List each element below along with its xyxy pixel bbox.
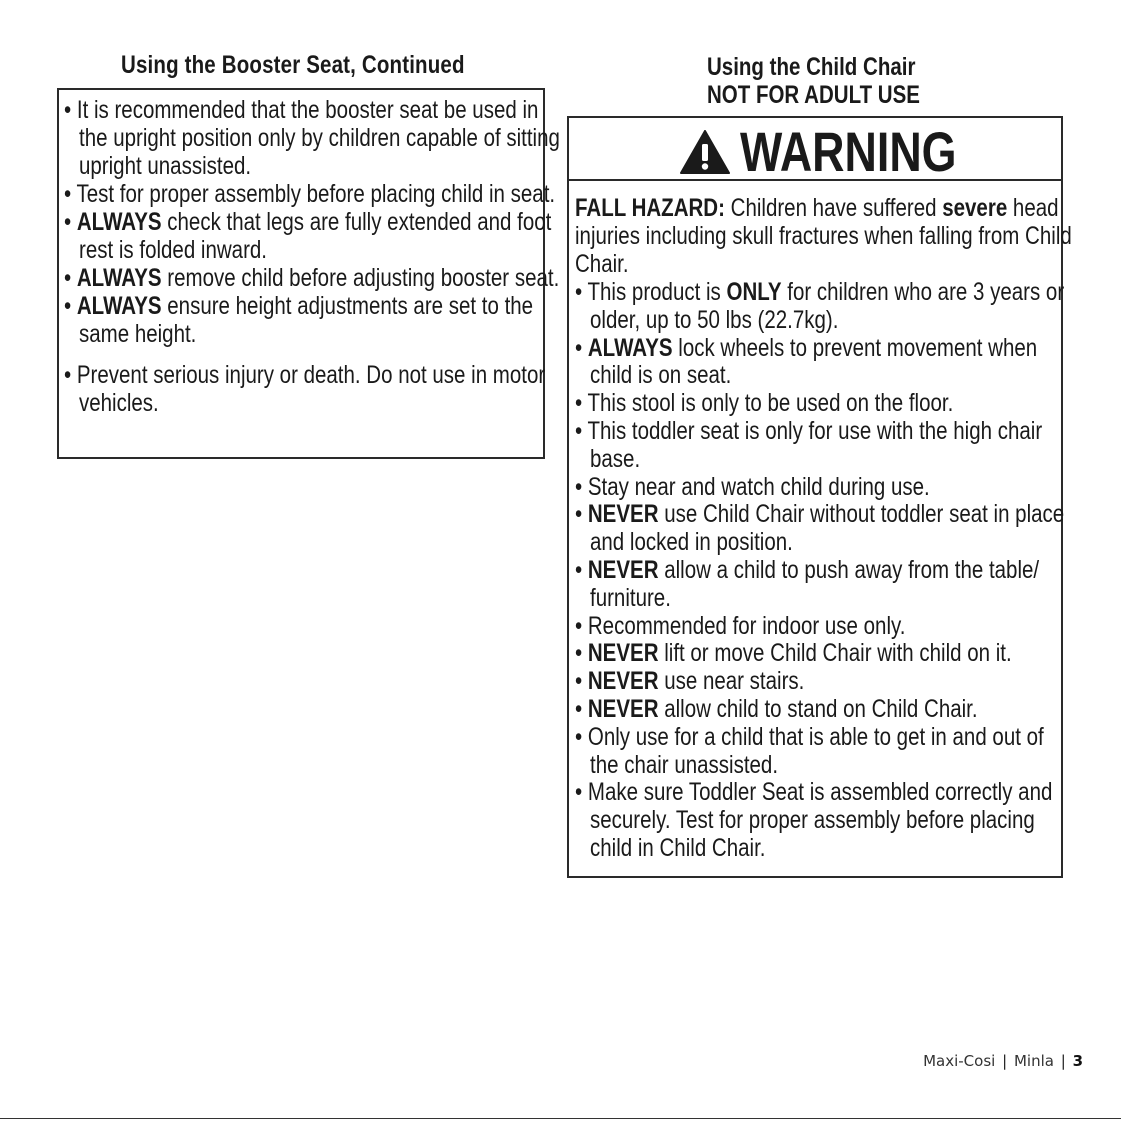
- page-footer: [923, 1052, 1083, 1070]
- page-bottom-rule: [0, 1118, 1121, 1119]
- line-text: the upright position only by children capable of sitting: [79, 124, 560, 152]
- emphasis-text: ALWAYS: [587, 333, 673, 362]
- child-chair-line-11: [575, 556, 1039, 584]
- emphasis-text: ALWAYS: [76, 264, 162, 292]
- bullet-mark: •: [64, 96, 77, 124]
- booster-line-5: [64, 208, 551, 236]
- line-text: Chair.: [575, 250, 629, 278]
- right-title-line1: Using the Child Chair: [707, 53, 916, 81]
- left-section-title: Using the Booster Seat, Continued: [121, 51, 465, 79]
- child-chair-line-15: [575, 667, 804, 695]
- line-text: use Child Chair without toddler seat in place: [658, 500, 1065, 529]
- child-chair-line-20: [590, 806, 1035, 834]
- line-text: injuries including skull fractures when falling from Child: [575, 222, 1072, 250]
- footer-separator-2: |: [1060, 1052, 1066, 1070]
- booster-line-10: [64, 361, 545, 389]
- emphasis-text: ONLY: [726, 278, 782, 306]
- booster-line-6: [79, 236, 267, 264]
- bullet-mark: •: [575, 389, 588, 418]
- bullet-mark: •: [575, 500, 588, 529]
- booster-line-3: [79, 152, 251, 180]
- line-text: base.: [590, 444, 641, 473]
- line-text: Children have suffered: [724, 194, 943, 222]
- bullet-mark: •: [64, 292, 77, 320]
- child-chair-line-2: [590, 306, 838, 334]
- fall-hazard-line-1: [575, 194, 1059, 222]
- booster-line-4: [64, 180, 555, 208]
- child-chair-line-7: [590, 445, 640, 473]
- bullet-mark: •: [575, 278, 588, 306]
- line-text: vehicles.: [79, 389, 159, 417]
- bullet-mark: •: [64, 180, 77, 208]
- child-chair-line-1: [575, 278, 1064, 306]
- child-chair-line-19: [575, 778, 1052, 806]
- bullet-mark: •: [575, 667, 588, 696]
- line-text: remove child before adjusting booster seat.: [161, 264, 560, 292]
- footer-separator: |: [1002, 1052, 1008, 1070]
- child-chair-line-18: [590, 751, 778, 779]
- line-text: lift or move Child Chair with child on it.: [658, 639, 1012, 668]
- line-text: This toddler seat is only for use with the high chair: [587, 417, 1043, 445]
- line-text: lock wheels to prevent movement when: [672, 333, 1038, 362]
- warning-header: [569, 118, 1061, 181]
- footer-brand: Maxi-Cosi: [923, 1052, 996, 1070]
- line-text: for children who are 3 years or: [781, 278, 1065, 306]
- line-text: It is recommended that the booster seat be used in: [76, 96, 539, 124]
- line-text: Only use for a child that is able to get in and out of: [587, 722, 1044, 751]
- line-text: ensure height adjustments are set to the: [161, 292, 534, 320]
- line-text: older, up to 50 lbs (22.7kg).: [590, 305, 839, 334]
- line-text: same height.: [79, 320, 197, 348]
- line-text: Make sure Toddler Seat is assembled correctly and: [587, 778, 1053, 807]
- emphasis-text: NEVER: [587, 500, 659, 529]
- bullet-mark: •: [64, 208, 77, 236]
- page-number: 3: [1072, 1052, 1083, 1070]
- line-text: child in Child Chair.: [590, 834, 766, 862]
- line-text: allow child to stand on Child Chair.: [658, 695, 978, 723]
- line-text: head: [1007, 194, 1059, 222]
- line-text: This product is: [587, 278, 727, 306]
- bullet-mark: •: [575, 417, 588, 445]
- bullet-mark: •: [575, 556, 588, 584]
- right-title-line2: NOT FOR ADULT USE: [707, 81, 920, 109]
- line-text: furniture.: [590, 583, 671, 612]
- child-chair-line-9: [575, 500, 1064, 528]
- booster-line-1: [64, 96, 538, 124]
- emphasis-text: NEVER: [587, 695, 659, 723]
- line-text: upright unassisted.: [79, 152, 252, 180]
- child-chair-line-16: [575, 695, 978, 723]
- bullet-mark: •: [64, 264, 77, 292]
- child-chair-line-3: [575, 334, 1037, 362]
- line-text: Prevent serious injury or death. Do not use in motor: [76, 361, 546, 389]
- line-text: Recommended for indoor use only.: [587, 611, 906, 640]
- line-text: This stool is only to be used on the floor.: [587, 389, 954, 418]
- line-text: rest is folded inward.: [79, 236, 268, 264]
- child-chair-line-21: [590, 834, 765, 862]
- emphasis-text: severe: [942, 194, 1008, 222]
- child-chair-line-8: [575, 473, 930, 501]
- bullet-mark: •: [575, 778, 588, 807]
- line-text: and locked in position.: [590, 528, 793, 557]
- line-text: allow a child to push away from the table/: [658, 556, 1040, 584]
- line-text: child is on seat.: [590, 361, 732, 390]
- bullet-mark: •: [575, 695, 588, 723]
- child-chair-line-10: [590, 528, 793, 556]
- emphasis-text: NEVER: [587, 556, 659, 584]
- line-text: check that legs are fully extended and foot: [161, 208, 552, 236]
- bullet-mark: •: [575, 472, 588, 501]
- fall-hazard-line-2: [575, 222, 1072, 250]
- booster-line-9: [79, 320, 196, 348]
- line-text: the chair unassisted.: [590, 750, 779, 779]
- booster-line-2: [79, 124, 560, 152]
- emphasis-text: NEVER: [587, 667, 659, 696]
- child-chair-line-12: [590, 584, 671, 612]
- bullet-mark: •: [575, 333, 588, 362]
- booster-line-11: [79, 389, 159, 417]
- right-section-title: [707, 53, 920, 109]
- emphasis-text: FALL HAZARD:: [575, 194, 725, 222]
- booster-line-8: [64, 292, 533, 320]
- child-chair-line-4: [590, 361, 731, 389]
- child-chair-line-6: [575, 417, 1042, 445]
- emphasis-text: ALWAYS: [76, 292, 162, 320]
- bullet-mark: •: [575, 639, 588, 668]
- line-text: Stay near and watch child during use.: [587, 472, 930, 501]
- fall-hazard-line-3: [575, 250, 629, 278]
- bullet-mark: •: [64, 361, 77, 389]
- booster-line-7: [64, 264, 559, 292]
- emphasis-text: ALWAYS: [76, 208, 162, 236]
- bullet-mark: •: [575, 722, 588, 751]
- line-text: securely. Test for proper assembly before placing: [590, 806, 1035, 835]
- warning-triangle-icon: [680, 130, 730, 174]
- warning-signal-word: WARNING: [740, 120, 957, 183]
- line-text: use near stairs.: [658, 667, 805, 696]
- child-chair-line-5: [575, 389, 953, 417]
- line-text: Test for proper assembly before placing child in seat.: [76, 180, 556, 208]
- child-chair-line-13: [575, 612, 905, 640]
- bullet-mark: •: [575, 611, 588, 640]
- child-chair-line-17: [575, 723, 1044, 751]
- footer-product: Minla: [1013, 1052, 1054, 1070]
- emphasis-text: NEVER: [587, 639, 659, 668]
- child-chair-line-14: [575, 639, 1012, 667]
